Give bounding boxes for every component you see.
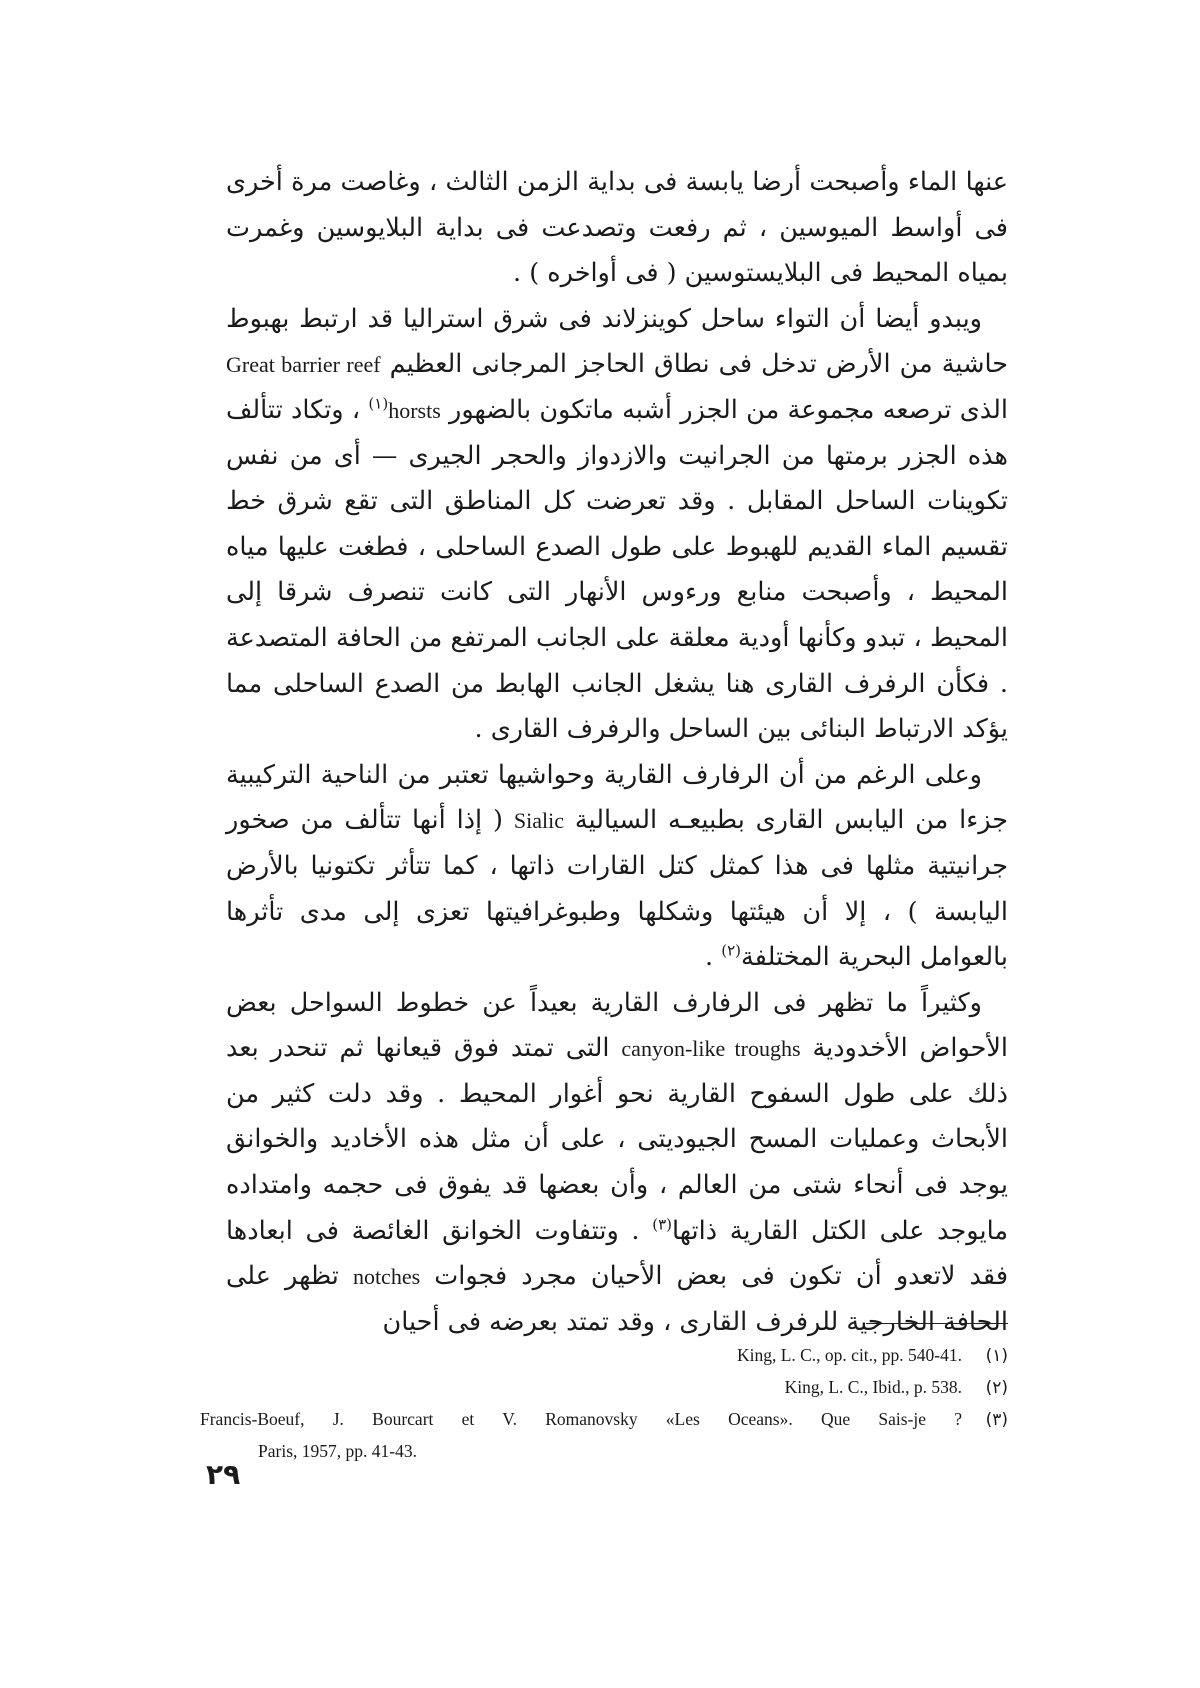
paragraph-2-text-b: الذى ترصعه مجموعة من الجزر أشبه ماتكون بالضهور <box>449 394 1008 425</box>
footnote-3-text: Francis-Boeuf, J. Bourcart et V. Romanovsky «Les Oceans». Que Sais-je ? <box>200 1409 962 1429</box>
footnote-1-number: (١) <box>985 1346 1008 1366</box>
footnote-1 <box>200 1340 1008 1372</box>
latin-term-notches: notches <box>352 1264 421 1290</box>
footnote-3-continuation: Paris, 1957, pp. 41-43. <box>258 1441 417 1461</box>
paragraph-2-text-a: ويبدو أيضا أن التواء ساحل كوينزلاند فى شرق استراليا قد ارتبط بهبوط حاشية من الأرض تدخل فى نطاق الحاجز المرجانى العظيم <box>226 303 1008 380</box>
paragraph-4-text-d: تظهر على الحافة الخارجية للرفرف القارى ، وقد تمتد بعرضه فى أحيان <box>226 1261 1008 1337</box>
paragraph-1 <box>226 160 1008 297</box>
footnote-1-text: King, L. C., op. cit., pp. 540-41. <box>736 1345 962 1365</box>
paragraph-4-text-b: التى تمتد فوق قيعانها ثم تنحدر بعد ذلك على طول السفوح القارية نحو أغوار المحيط . وقد دلت كثير من الأبحاث وعمليات المسح الجيوديتى ، على أن مثل هذه الأخاديد والخوانق يوجد فى أنحاء شتى من العالم ، وأن بعضها قد يفوق فى حجمه وامتداده مايوجد على الكتل القارية ذاتها <box>226 1033 1009 1246</box>
footnote-2 <box>200 1372 1008 1404</box>
latin-term-great-barrier-reef: Great barrier reef <box>226 352 381 378</box>
paragraph-3 <box>226 753 1008 981</box>
footnote-3-number: (٣) <box>985 1410 1008 1430</box>
footnote-2-text: King, L. C., Ibid., p. 538. <box>784 1377 962 1397</box>
footnotes <box>200 1340 1008 1467</box>
paragraph-3-text-c: . <box>705 942 714 973</box>
latin-term-horsts: horsts <box>388 397 441 423</box>
latin-term-canyon-like-troughs: canyon-like troughs <box>621 1036 801 1062</box>
footnote-2-number: (٢) <box>985 1378 1008 1398</box>
main-text <box>226 160 1008 1345</box>
paragraph-4-text-a: وكثيراً ما تظهر فى الرفارف القارية بعيداً عن خطوط السواحل بعض الأحواض الأخدودية <box>226 987 1009 1064</box>
page-number: ٢٩ <box>206 1458 241 1491</box>
paragraph-2 <box>226 297 1008 753</box>
paragraph-4 <box>226 981 1008 1346</box>
footnote-ref-3: (٣) <box>652 1215 672 1234</box>
footnote-divider <box>866 1323 1008 1324</box>
footnote-3 <box>200 1404 1008 1436</box>
footnote-ref-2: (٢) <box>721 941 741 960</box>
paragraph-4-text-c: . وتتفاوت الخوانق الغائصة فى ابعادها فقد لاتعدو أن تكون فى بعض الأحيان مجرد فجوات <box>226 1215 1009 1292</box>
paragraph-1-text: عنها الماء وأصبحت أرضا يابسة فى بداية الزمن الثالث ، وغاصت مرة أخرى فى أواسط الميوسين ، ثم رفعت وتصدعت فى بداية البلايوسين وغمرت بمياه المحيط فى البلايستوسين ( فى أواخره ) . <box>226 167 1008 289</box>
paragraph-3-text-a: وعلى الرغم من أن الرفارف القارية وحواشيها تعتبر من الناحية التركيبية جزءا من اليابس القارى بطبيعـه السيالية <box>226 759 1009 836</box>
footnote-ref-1: (١) <box>368 394 389 413</box>
paragraph-2-text-c: ، وتكاد تتألف هذه الجزر برمتها من الجرانيت والازدواز والحجر الجيرى — أى من نفس تكوينات الساحل المقابل . وقد تعرضت كل المناطق التى تقع شرق خط تقسيم الماء القديم للهبوط على طول الصدع الساحلى ، فطغت عليها مياه المحيط ، وأصبحت منابع ورءوس الأنهار التى كانت تنصرف شرقا إلى المحيط ، تبدو وكأنها أودية معلقة على الجانب المرتفع من الحافة المتصدعة . فكأن الرفرف القارى هنا يشغل الجانب الهابط من الصدع الساحلى مما يؤكد الارتباط البنائى بين الساحل والرفرف القارى . <box>226 394 1008 745</box>
latin-term-sialic: Sialic <box>513 808 564 834</box>
paragraph-3-text-b: ( إذا أنها تتألف من صخور جرانيتية مثلها فى هذا كمثل كتل القارات ذاتها ، كما تتأثر تكتونيا بالأرض اليابسة ) ، إلا أن هيئتها وشكلها وطبوغرافيتها تعزى إلى مدى تأثرها بالعوامل البحرية المختلفة <box>226 805 1008 973</box>
